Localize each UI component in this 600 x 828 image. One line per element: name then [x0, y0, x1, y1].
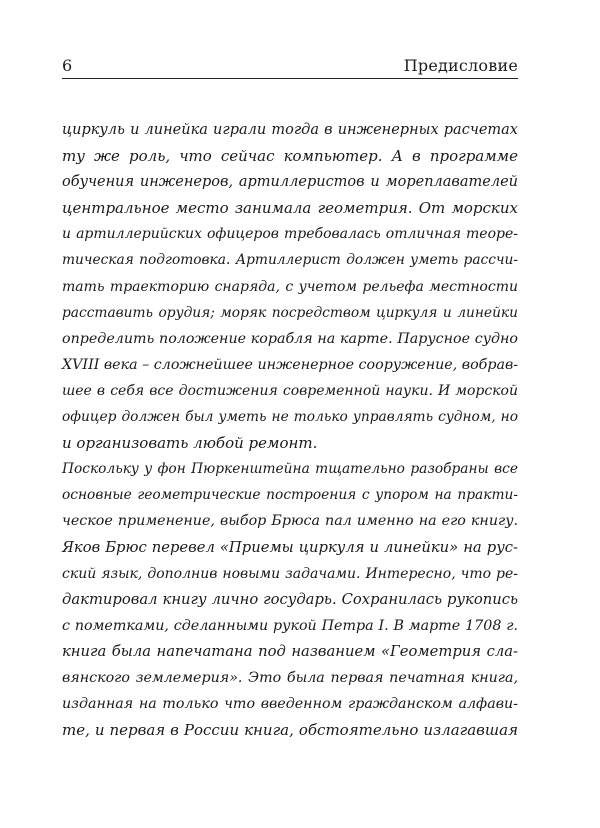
text-line: ту же роль, что сейчас компьютер. А в программе: [62, 147, 518, 166]
text-line: и артиллерийских офицеров требовалась отличная теоре-: [62, 226, 518, 243]
text-line: дактировал книгу лично государь. Сохранилась рукопись: [62, 590, 518, 608]
text-line: определить положение корабля на карте. Парусное судно: [62, 330, 518, 347]
text-line: Поскольку у фон Пюркенштейна тщательно разобраны все: [62, 461, 518, 478]
text-line: с пометками, сделанными рукой Петра I. В марте 1708 г.: [62, 617, 518, 634]
text-line: Яков Брюс перевел «Приемы циркуля и линейки» на рус-: [62, 538, 518, 556]
text-line: офицер должен был уметь не только управлять судном, но: [62, 409, 518, 426]
text-line: те, и первая в России книга, обстоятельно излагавшая: [62, 721, 518, 740]
text-line: XVIII века – сложнейшее инженерное сооружение, вобрав-: [62, 356, 519, 373]
text-line: книга была напечатана под названием «Геометрия сла-: [62, 642, 518, 660]
text-line: центральное место занимала геометрия. От морских: [62, 199, 518, 218]
text-line: ческое применение, выбор Брюса пал именно на его книгу.: [62, 513, 518, 530]
text-line: ский язык, дополнив новыми задачами. Интересно, что ре-: [62, 565, 518, 582]
text-line: циркуль и линейка играли тогда в инженерных расчетах: [62, 122, 518, 138]
text-line: вянского землемерия». Это была первая печатная книга,: [62, 669, 518, 686]
text-line: изданная на только что введенном гражданском алфави-: [62, 696, 518, 713]
text-line: расставить орудия; моряк посредством циркуля и линейки: [62, 304, 518, 321]
page-number: 6: [62, 56, 73, 75]
text-line: тать траекторию снаряда, с учетом рельефа местности: [62, 278, 518, 295]
running-head: [62, 56, 518, 79]
section-title: Предисловие: [403, 56, 518, 75]
text-line: основные геометрические построения с упором на практи-: [62, 487, 518, 504]
text-line: обучения инженеров, артиллеристов и мореплавателей: [62, 174, 518, 191]
text-line: шее в себя все достижения современной науки. И морской: [62, 382, 518, 399]
text-line: тическая подготовка. Артиллерист должен уметь рассчи-: [62, 252, 518, 269]
body-text: [62, 117, 518, 743]
text-line: и организовать любой ремонт.: [62, 434, 318, 453]
